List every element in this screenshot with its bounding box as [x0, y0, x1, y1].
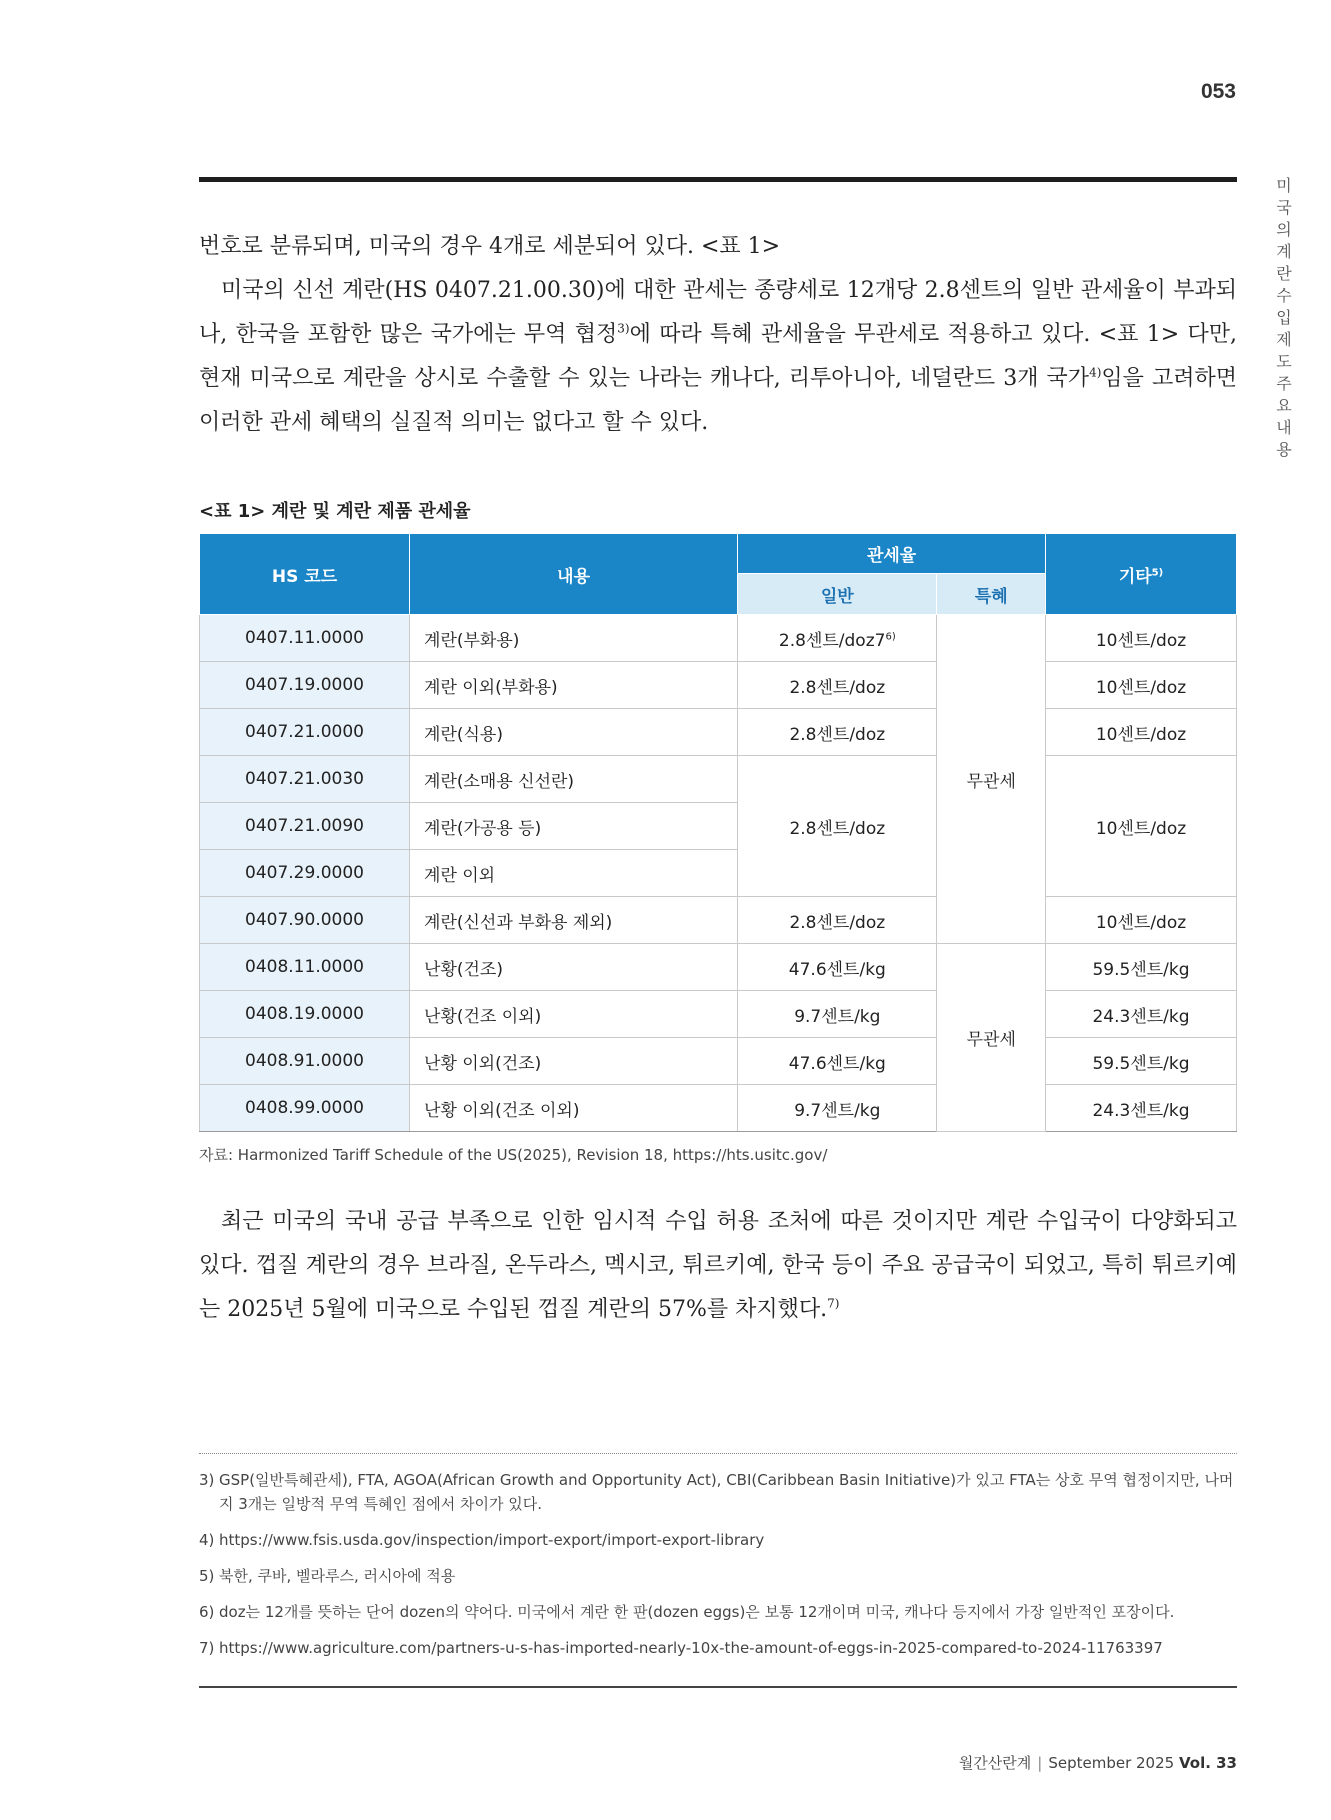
intro-text — [199, 225, 1237, 445]
page-footer — [900, 1752, 1237, 1773]
table-row — [200, 1085, 1237, 1132]
footnote-ref-6[interactable]: 6) — [885, 630, 896, 642]
footnote-link[interactable]: https://www.fsis.usda.gov/inspection/import-export/import-export-library — [219, 1531, 765, 1549]
content-cell: 난황(건조 이외) — [410, 991, 738, 1038]
footnote-item — [199, 1468, 1237, 1516]
general-rate-cell: 2.8센트/doz — [738, 662, 937, 709]
general-rate-cell: 47.6센트/kg — [738, 1038, 937, 1085]
intro-paragraph-1: 번호로 분류되며, 미국의 경우 4개로 세분되어 있다. <표 1> — [199, 234, 781, 259]
footnote-item — [199, 1636, 1237, 1660]
table-row — [200, 709, 1237, 756]
footnote-link[interactable]: https://www.agriculture.com/partners-u-s-has-imported-nearly-10x-the-amount-of-eggs-in-2025-compared-to-2024-11763397 — [219, 1639, 1163, 1657]
general-rate-cell: 9.7센트/kg — [738, 1085, 937, 1132]
magazine-name: 월간산란계 — [958, 1754, 1032, 1772]
page-number: 053 — [1200, 80, 1236, 103]
table-row — [200, 944, 1237, 991]
hs-code-cell: 0407.21.0030 — [200, 756, 410, 803]
general-rate-value: 2.8센트/doz7 — [778, 630, 886, 651]
hs-code-cell: 0407.21.0090 — [200, 803, 410, 850]
table-row — [200, 1038, 1237, 1085]
closing-paragraph — [199, 1200, 1237, 1332]
footnote-number: 3) — [199, 1471, 215, 1489]
content-cell: 난황(건조) — [410, 944, 738, 991]
table-row — [200, 662, 1237, 709]
footnote-item — [199, 1600, 1237, 1624]
footnote-text: GSP(일반특혜관세), FTA, AGOA(African Growth and Opportunity Act), CBI(Caribbean Basin Initiative)가 있고 FTA는 상호 무역 협정이지만, 나머지 3개는 일방적 무역 특혜인 점에서 차이가 있다. — [219, 1471, 1234, 1513]
footnote-divider — [199, 1453, 1237, 1454]
other-rate-cell: 10센트/doz — [1046, 709, 1237, 756]
general-rate-cell: 2.8센트/doz — [738, 897, 937, 944]
intro-p2-c: 임을 고려하면 이러한 관세 혜택의 실질적 의미는 없다고 할 수 있다. — [199, 366, 1237, 435]
header-hs-code: HS 코드 — [200, 534, 410, 615]
table-row — [200, 991, 1237, 1038]
hs-code-cell: 0408.19.0000 — [200, 991, 410, 1038]
content-cell: 계란(식용) — [410, 709, 738, 756]
intro-p2-b: 에 따라 특혜 관세율을 무관세로 적용하고 있다. <표 1> 다만, 현재 미국으로 계란을 상시로 수출할 수 있는 나라는 캐나다, 리투아니아, 네덜란드 3개 국가 — [199, 322, 1237, 391]
footer-separator: | — [1037, 1754, 1043, 1772]
hs-code-cell: 0407.29.0000 — [200, 850, 410, 897]
hs-code-cell: 0408.99.0000 — [200, 1085, 410, 1132]
general-rate-cell: 9.7센트/kg — [738, 991, 937, 1038]
preferential-rate-cell: 무관세 — [937, 944, 1046, 1132]
other-rate-cell: 59.5센트/kg — [1046, 944, 1237, 991]
top-rule — [199, 177, 1237, 182]
content-cell: 난황 이외(건조 이외) — [410, 1085, 738, 1132]
issue-date: September 2025 — [1048, 1754, 1175, 1772]
intro-paragraph-2 — [199, 269, 1237, 445]
other-rate-cell: 10센트/doz — [1046, 897, 1237, 944]
content-cell: 계란(가공용 등) — [410, 803, 738, 850]
preferential-rate-cell: 무관세 — [937, 615, 1046, 944]
other-rate-cell: 59.5센트/kg — [1046, 1038, 1237, 1085]
hs-code-cell: 0407.19.0000 — [200, 662, 410, 709]
tariff-table — [199, 533, 1237, 1132]
header-content: 내용 — [410, 534, 738, 615]
footnote-number: 4) — [199, 1531, 215, 1549]
hs-code-cell: 0408.11.0000 — [200, 944, 410, 991]
bottom-rule — [199, 1686, 1237, 1688]
general-rate-cell: 2.8센트/doz — [738, 756, 937, 897]
footnotes — [199, 1468, 1237, 1672]
other-rate-cell: 10센트/doz — [1046, 662, 1237, 709]
header-general: 일반 — [738, 574, 937, 615]
closing-text — [199, 1200, 1237, 1332]
footnote-item — [199, 1564, 1237, 1588]
footnote-number: 6) — [199, 1603, 215, 1621]
hs-code-cell: 0408.91.0000 — [200, 1038, 410, 1085]
hs-code-cell: 0407.21.0000 — [200, 709, 410, 756]
footnote-number: 5) — [199, 1567, 215, 1585]
intro-p2-a: 미국의 신선 계란(HS 0407.21.00.30)에 대한 관세는 종량세로 12개당 2.8센트의 일반 관세율이 부과되나, 한국을 포함한 많은 국가에는 무역 협정 — [199, 278, 1238, 347]
closing-text-body: 최근 미국의 국내 공급 부족으로 인한 임시적 수입 허용 조처에 따른 것이지만 계란 수입국이 다양화되고 있다. 껍질 계란의 경우 브라질, 온두라스, 멕시코, 튀르키예, 한국 등이 주요 공급국이 되었고, 특히 튀르키예는 2025년 5월에 미국으로 수입된 껍질 계란의 57%를 차지했다. — [199, 1209, 1237, 1322]
header-preferential: 특혜 — [937, 574, 1046, 615]
footnote-ref-5[interactable]: 5) — [1151, 566, 1164, 578]
table-caption: <표 1> 계란 및 계란 제품 관세율 — [199, 501, 471, 522]
other-rate-cell: 24.3센트/kg — [1046, 1085, 1237, 1132]
footnote-ref-7[interactable]: 7) — [827, 1296, 840, 1311]
content-cell: 계란(부화용) — [410, 615, 738, 662]
other-rate-cell: 24.3센트/kg — [1046, 991, 1237, 1038]
volume-number: Vol. 33 — [1178, 1754, 1237, 1772]
content-cell: 계란 이외 — [410, 850, 738, 897]
general-rate-cell: 47.6센트/kg — [738, 944, 937, 991]
section-title: 미국의계란수입제도주요내용 — [1276, 176, 1292, 459]
footnote-text: 북한, 쿠바, 벨라루스, 러시아에 적용 — [219, 1567, 456, 1585]
header-tariff: 관세율 — [738, 534, 1046, 574]
other-rate-cell: 10센트/doz — [1046, 756, 1237, 897]
hs-code-cell: 0407.90.0000 — [200, 897, 410, 944]
footnote-ref-4[interactable]: 4) — [1089, 365, 1102, 380]
general-rate-cell: 2.8센트/doz — [738, 709, 937, 756]
general-rate-cell — [738, 615, 937, 662]
content-cell: 계란(신선과 부화용 제외) — [410, 897, 738, 944]
other-rate-cell: 10센트/doz — [1046, 615, 1237, 662]
footnote-item — [199, 1528, 1237, 1552]
table-row — [200, 756, 1237, 803]
table-source: 자료: Harmonized Tariff Schedule of the US(2025), Revision 18, https://hts.usitc.gov/ — [199, 1146, 828, 1164]
table-row — [200, 897, 1237, 944]
footnote-text: doz는 12개를 뜻하는 단어 dozen의 약어다. 미국에서 계란 한 판(dozen eggs)은 보통 12개이며 미국, 캐나다 등지에서 가장 일반적인 포장이다. — [219, 1603, 1175, 1621]
hs-code-cell: 0407.11.0000 — [200, 615, 410, 662]
header-other-label: 기타 — [1118, 566, 1152, 587]
content-cell: 계란 이외(부화용) — [410, 662, 738, 709]
header-other — [1046, 534, 1237, 615]
table-row — [200, 615, 1237, 662]
content-cell: 난황 이외(건조) — [410, 1038, 738, 1085]
content-cell: 계란(소매용 신선란) — [410, 756, 738, 803]
footnote-ref-3[interactable]: 3) — [617, 321, 630, 336]
footnote-number: 7) — [199, 1639, 215, 1657]
